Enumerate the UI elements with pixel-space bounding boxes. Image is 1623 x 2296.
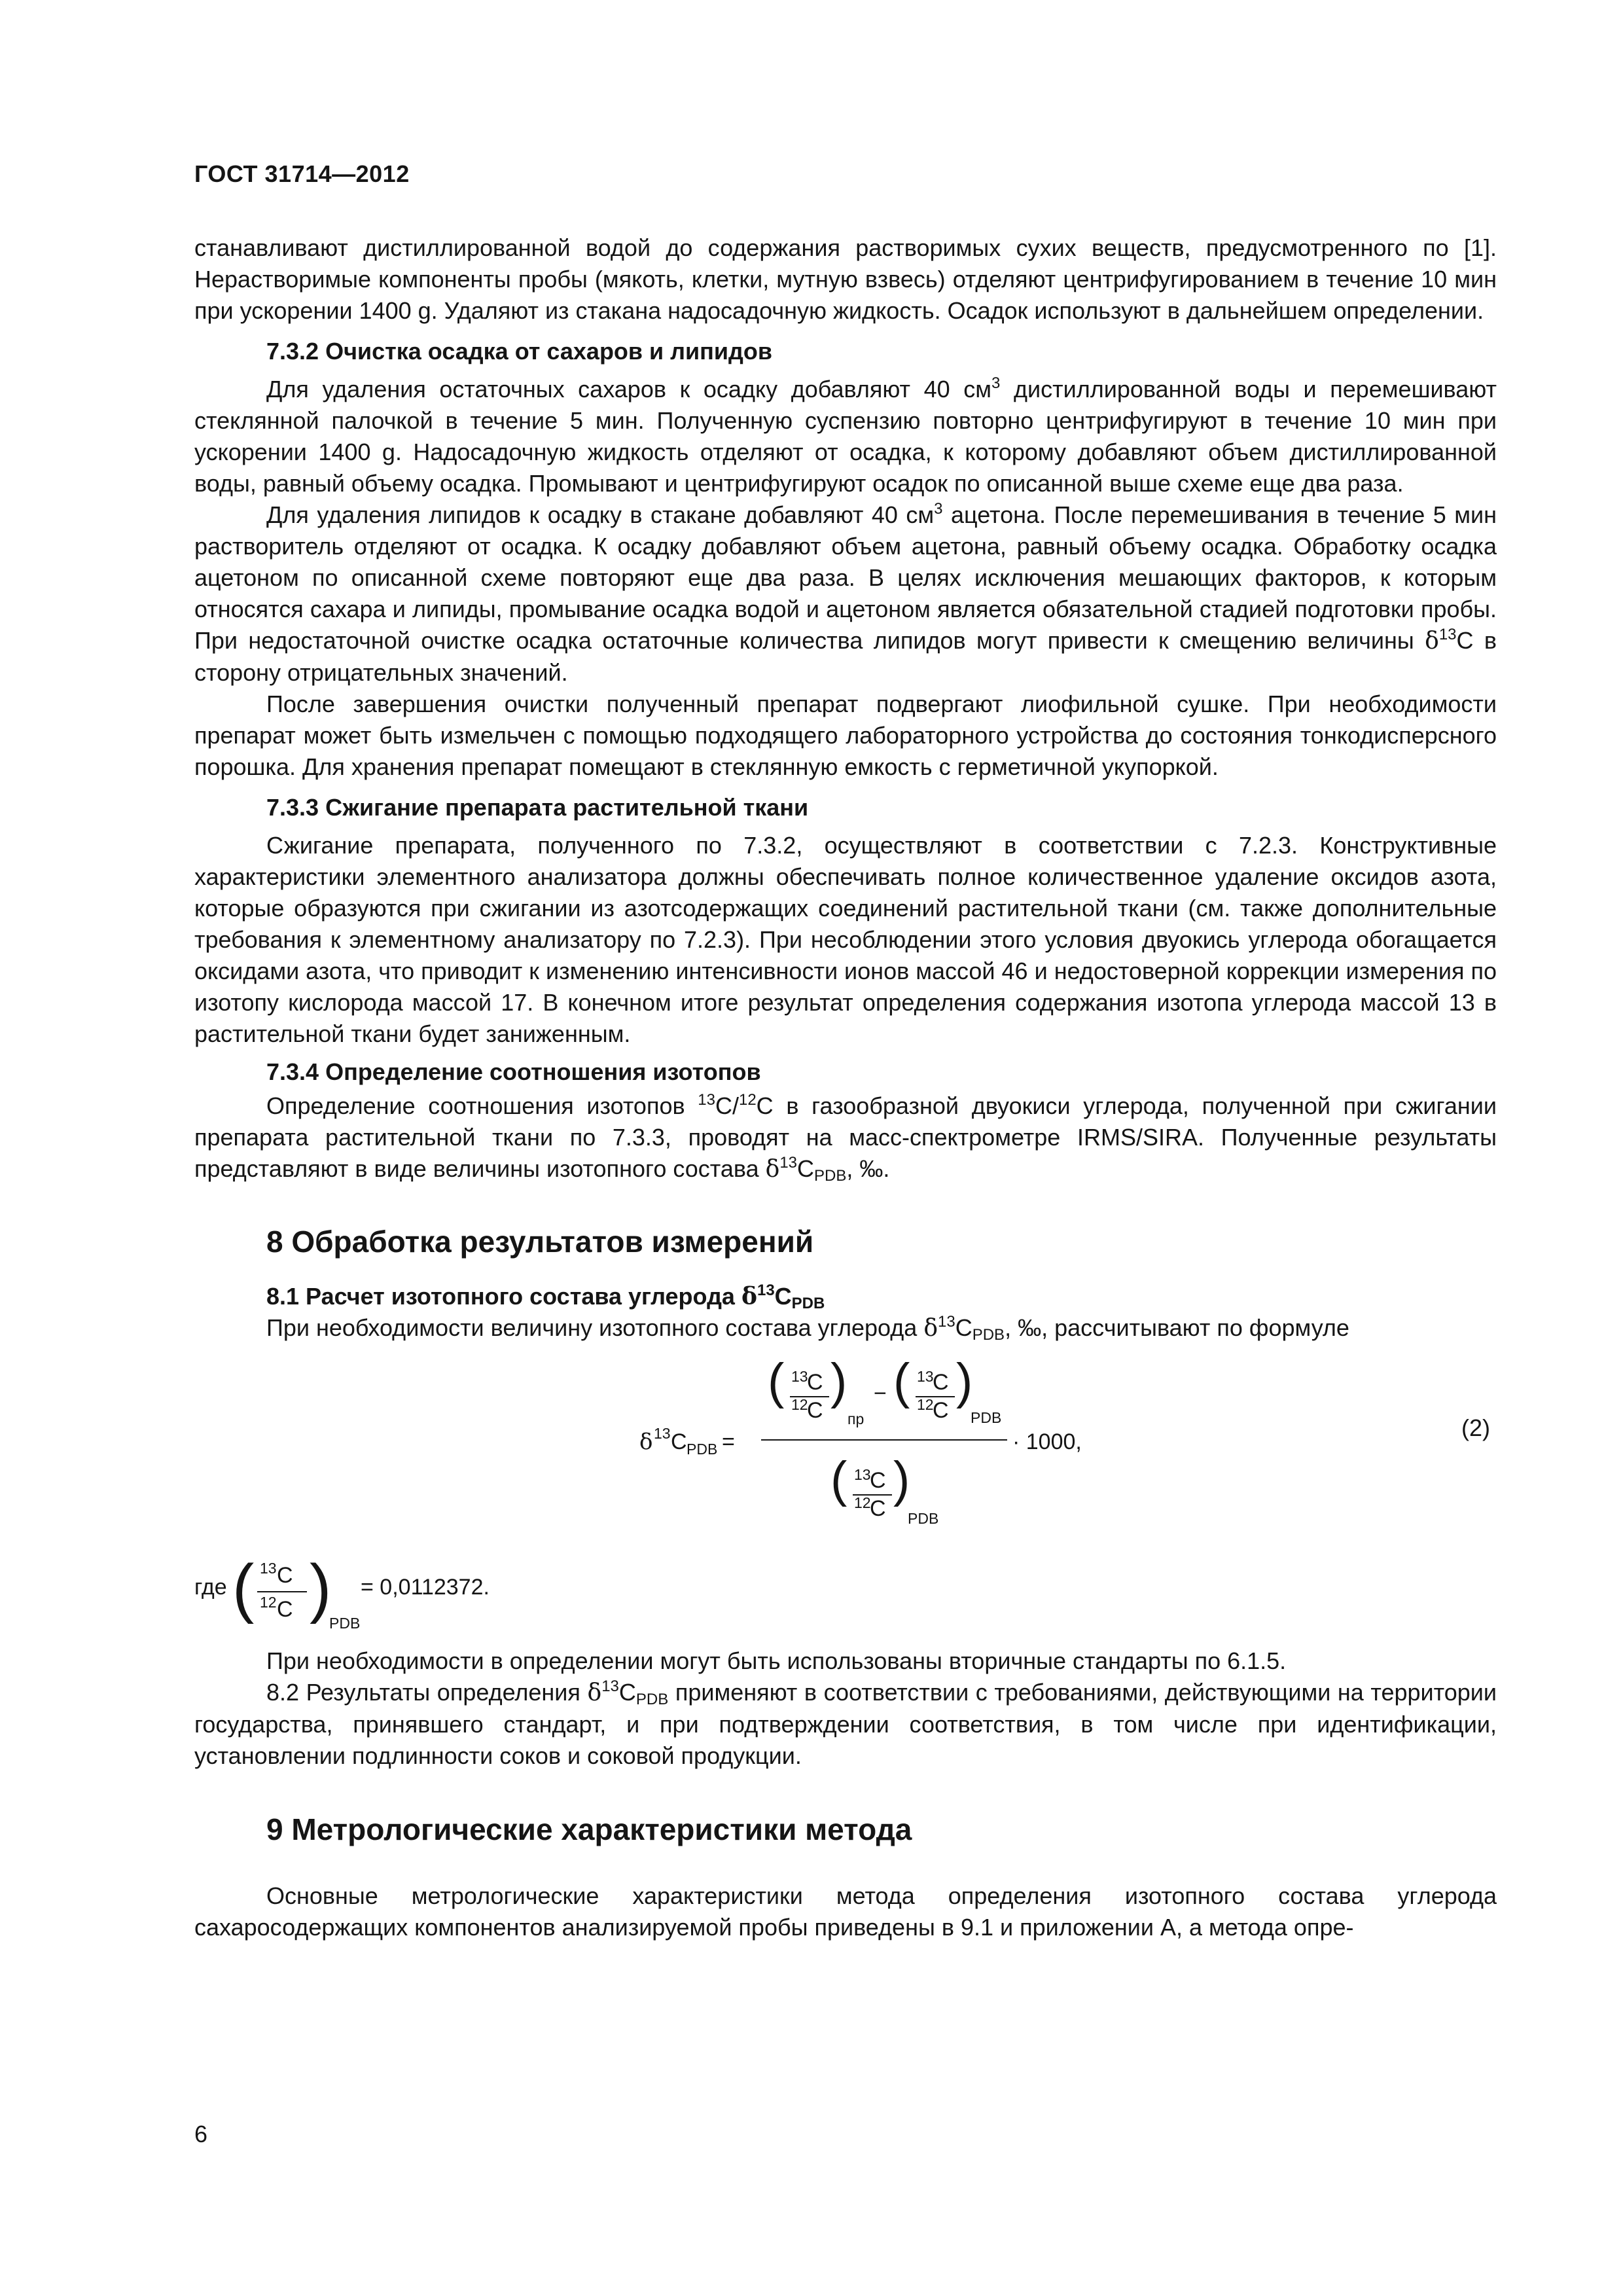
svg-text:PDB: PDB [687, 1441, 718, 1458]
svg-text:12: 12 [917, 1396, 934, 1413]
svg-text:12: 12 [791, 1396, 808, 1413]
svg-text:С: С [933, 1370, 949, 1395]
svg-text:12: 12 [854, 1494, 871, 1511]
svg-text:13: 13 [854, 1466, 871, 1483]
formula-2-svg [639, 1352, 1137, 1542]
section-7-3-2-paragraph-1: Для удаления остаточных сахаров к осадку добавляют 40 $см^3$ дистиллированной воды и перемешивают стеклянной палочкой в течение 5 мин. Полученную суспензию повторно центрифугируют в течение 10 мин при ускорении 1400 g. Надосадочную жидкость отделяют от осадка, к которому добавляют объем дистиллированной воды, равный объему осадка. Промывают и центрифугируют осадок по описанной выше схеме еще два раза. [194, 374, 1497, 497]
svg-text:−: − [874, 1381, 887, 1406]
svg-text:С: С [671, 1429, 687, 1454]
where-clause [194, 1547, 1497, 1645]
svg-text:13: 13 [917, 1368, 934, 1385]
svg-text:13: 13 [791, 1368, 808, 1385]
svg-text:): ) [310, 1551, 332, 1624]
svg-text:С: С [933, 1398, 949, 1423]
section-7-3-4-title: 7.3.4 Определение соотношения изотопов [266, 1058, 761, 1085]
svg-text:(: ( [893, 1354, 910, 1409]
intro-paragraph: станавливают дистиллированной водой до содержания растворимых сухих веществ, предусмотренного по [1]. Нерастворимые компоненты пробы (мякоть, клетки, мутную взвесь) отделяют центрифугированием в течение 10 мин при ускорении 1400 g. Удаляют из стакана надосадочную жидкость. Осадок используют в дальнейшем определении. [194, 234, 1497, 324]
page-number: 6 [194, 2121, 208, 2147]
svg-text:): ) [956, 1354, 973, 1409]
svg-text:С: С [807, 1370, 823, 1395]
svg-text:13: 13 [654, 1425, 671, 1442]
svg-text:(: ( [830, 1452, 847, 1507]
svg-text:С: С [870, 1496, 886, 1521]
section-7-3-2-paragraph-2: Для удаления липидов к осадку в стакане добавляют 40 $см^3$ ацетона. После перемешивания в течение 5 мин растворитель отделяют от осадка. К осадку добавляют объем ацетона, равный объему осадка. Обработку осадка ацетоном по описанной схеме повторяют еще два раза. В целях исключения мешающих факторов, к которым относятся сахара и липиды, промывание осадка водой и ацетоном является обязательной стадией подготовки пробы. При недостаточной очистке осадка остаточные количества липидов могут привести к смещению величины $\delta^{13}С$ в сторону отрицательных значений. [194, 500, 1497, 686]
svg-text:): ) [830, 1354, 847, 1409]
section-8-1-paragraph: При необходимости величину изотопного состава углерода $\delta^{13}С_{PDB}$, ‰, рассчитывают по формуле [266, 1313, 1349, 1344]
svg-text:(: ( [768, 1354, 785, 1409]
svg-text:пр: пр [847, 1410, 865, 1427]
svg-text:12: 12 [260, 1594, 277, 1611]
section-7-3-3-title: 7.3.3 Сжигание препарата растительной ткани [266, 794, 809, 821]
section-8-2-paragraph: 8.2 Результаты определения $\delta^{13}С_{PDB}$ применяют в соответствии с требованиями, действующими на территории государства, принявшего стандарт, и при подтверждении соответствия, в том числе при идентификации, установлении подлинности соков и соковой продукции. [194, 1677, 1497, 1769]
svg-text:PDB: PDB [329, 1615, 361, 1632]
section-7-3-4-paragraph: Определение соотношения изотопов $^{13}$С/$^{12}$С в газообразной двуокиси углерода, полученной при сжигании препарата растительной ткани по 7.3.3, проводят на масс-спектрометре IRMS/SIRA. Полученные результаты представляют в виде величины изотопного состава $\delta^{13}С_{PDB}$, ‰. [194, 1091, 1497, 1185]
where-clause-svg [194, 1547, 587, 1645]
section-9-paragraph: Основные метрологические характеристики метода определения изотопного состава углерода сахаросодержащих компонентов анализируемой пробы приведены в 9.1 и приложении А, а метода опре- [194, 1882, 1497, 1941]
formula-2 [194, 1352, 1497, 1542]
svg-text:PDB: PDB [908, 1510, 939, 1527]
svg-text:С: С [277, 1597, 293, 1622]
secondary-standards-paragraph: При необходимости в определении могут быть использованы вторичные стандарты по 6.1.5. [266, 1647, 1287, 1674]
section-8-heading: 8 Обработка результатов измерений [266, 1225, 814, 1259]
svg-text:где: где [194, 1575, 227, 1600]
document-id: ГОСТ 31714—2012 [194, 160, 410, 187]
svg-text:): ) [893, 1452, 910, 1507]
svg-text:= 0,0112372.: = 0,0112372. [361, 1575, 490, 1600]
section-8-1-title: 8.1 Расчет изотопного состава углерода $\delta^{13}С_{PDB}$ [266, 1282, 825, 1312]
svg-text:С: С [807, 1398, 823, 1423]
section-7-3-2-paragraph-3: После завершения очистки полученный препарат подвергают лиофильной сушке. При необходимости препарат может быть измельчен с помощью подходящего лабораторного устройства до состояния тонкодисперсного порошка. Для хранения препарат помещают в стеклянную емкость с герметичной укупоркой. [194, 691, 1497, 780]
equation-number: (2) [1461, 1414, 1490, 1441]
section-9-heading: 9 Метрологические характеристики метода [266, 1812, 912, 1846]
section-7-3-3-paragraph: Сжигание препарата, полученного по 7.3.2, осуществляют в соответствии с 7.2.3. Конструктивные характеристики элементного анализатора должны обеспечивать полное количественное удаление оксидов азота, которые образуются при сжигании из азотсодержащих соединений растительной ткани (см. также дополнительные требования к элементному анализатору по 7.2.3). При несоблюдении этого условия двуокись углерода обогащается оксидами азота, что приводит к изменению интенсивности ионов массой 46 и недостоверной коррекции измерения по изотопу кислорода массой 17. В конечном итоге результат определения содержания изотопа углерода массой 13 в растительной ткани будет заниженным. [194, 832, 1497, 1047]
svg-text:· 1000,: · 1000, [1012, 1429, 1082, 1454]
page-content [194, 232, 1497, 1943]
section-7-3-2-title: 7.3.2 Очистка осадка от сахаров и липидов [266, 338, 773, 365]
svg-text:13: 13 [260, 1560, 277, 1577]
svg-text:δ: δ [639, 1429, 653, 1455]
svg-text:С: С [870, 1468, 886, 1493]
svg-text:=: = [722, 1429, 735, 1454]
svg-text:(: ( [232, 1551, 255, 1624]
svg-text:PDB: PDB [971, 1409, 1002, 1426]
svg-text:С: С [277, 1563, 293, 1588]
